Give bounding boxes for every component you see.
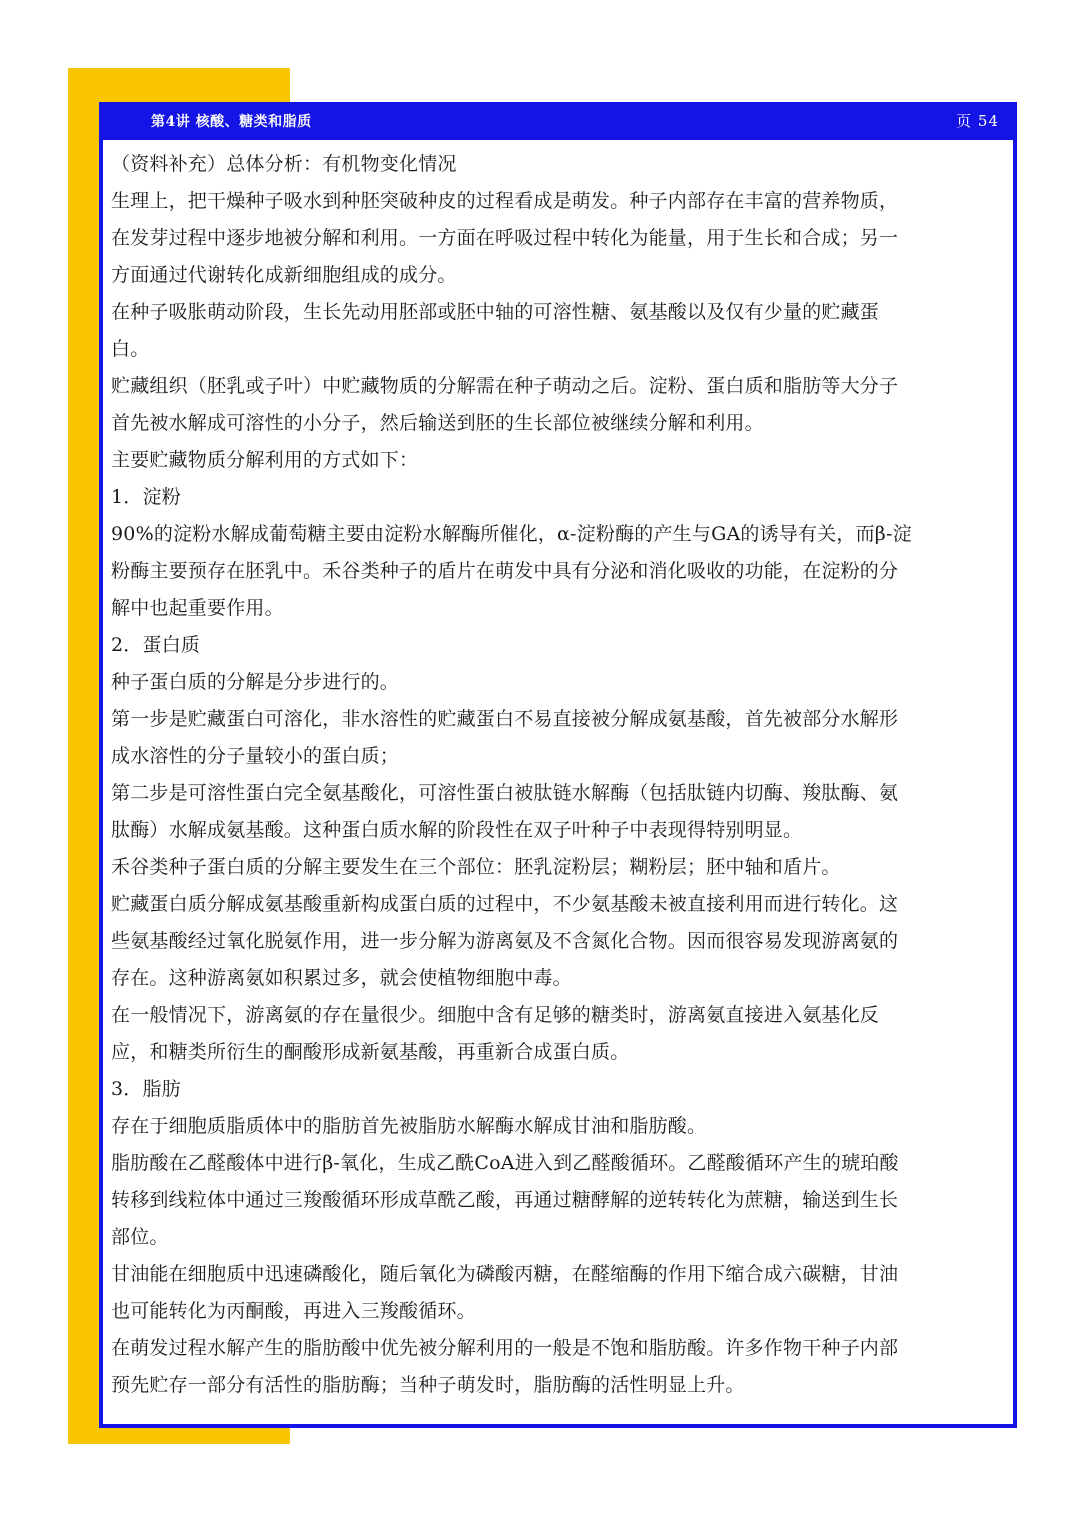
text-line: 甘油能在细胞质中迅速磷酸化，随后氧化为磷酸丙糖，在醛缩酶的作用下缩合成六碳糖，甘油 [111, 1263, 899, 1285]
text-line: 解中也起重要作用。 [111, 597, 284, 619]
page-frame [99, 102, 1017, 1428]
text-line: 贮藏组织（胚乳或子叶）中贮藏物质的分解需在种子萌动之后。淀粉、蛋白质和脂肪等大分子 [111, 375, 899, 397]
text-line: 应，和糖类所衍生的酮酸形成新氨基酸，再重新合成蛋白质。 [111, 1041, 630, 1063]
text-line: 在种子吸胀萌动阶段，生长先动用胚部或胚中轴的可溶性糖、氨基酸以及仅有少量的贮藏蛋 [111, 301, 880, 323]
text-line: 白。 [111, 338, 150, 360]
page-content [103, 140, 1013, 1424]
page-number: 页 54 [956, 112, 999, 130]
text-line: 部位。 [111, 1226, 169, 1248]
text-line: 在萌发过程水解产生的脂肪酸中优先被分解利用的一般是不饱和脂肪酸。许多作物干种子内部 [111, 1337, 899, 1359]
text-line: 生理上，把干燥种子吸水到种胚突破种皮的过程看成是萌发。种子内部存在丰富的营养物质， [111, 190, 899, 212]
text-line: 90%的淀粉水解成葡萄糖主要由淀粉水解酶所催化，α-淀粉酶的产生与GA的诱导有关，而β-淀 [111, 523, 912, 545]
text-line: 主要贮藏物质分解利用的方式如下： [111, 449, 419, 471]
section-heading: 3．脂肪 [111, 1078, 181, 1100]
text-line: 在发芽过程中逐步地被分解和利用。一方面在呼吸过程中转化为能量，用于生长和合成；另一 [111, 227, 899, 249]
page-header [99, 102, 1017, 138]
text-line: 第一步是贮藏蛋白可溶化，非水溶性的贮藏蛋白不易直接被分解成氨基酸，首先被部分水解形 [111, 708, 899, 730]
text-line: 成水溶性的分子量较小的蛋白质； [111, 745, 400, 767]
text-line: 存在。这种游离氨如积累过多，就会使植物细胞中毒。 [111, 967, 572, 989]
chapter-title: 第4讲 核酸、糖类和脂质 [151, 114, 312, 130]
text-line: 也可能转化为丙酮酸，再进入三羧酸循环。 [111, 1300, 476, 1322]
text-line: 预先贮存一部分有活性的脂肪酶；当种子萌发时，脂肪酶的活性明显上升。 [111, 1374, 745, 1396]
text-line: 贮藏蛋白质分解成氨基酸重新构成蛋白质的过程中，不少氨基酸未被直接利用而进行转化。这 [111, 893, 899, 915]
text-line: 种子蛋白质的分解是分步进行的。 [111, 671, 400, 693]
text-line: 首先被水解成可溶性的小分子，然后输送到胚的生长部位被继续分解和利用。 [111, 412, 764, 434]
text-line: 方面通过代谢转化成新细胞组成的成分。 [111, 264, 457, 286]
text-line: 肽酶）水解成氨基酸。这种蛋白质水解的阶段性在双子叶种子中表现得特别明显。 [111, 819, 803, 841]
section-heading: 1．淀粉 [111, 486, 181, 508]
text-line: 粉酶主要预存在胚乳中。禾谷类种子的盾片在萌发中具有分泌和消化吸收的功能，在淀粉的分 [111, 560, 899, 582]
text-line: 些氨基酸经过氧化脱氨作用，进一步分解为游离氨及不含氮化合物。因而很容易发现游离氨的 [111, 930, 899, 952]
section-heading: 2．蛋白质 [111, 634, 201, 656]
text-line: 脂肪酸在乙醛酸体中进行β-氧化，生成乙酰CoA进入到乙醛酸循环。乙醛酸循环产生的琥珀酸 [111, 1152, 899, 1174]
text-line: 存在于细胞质脂质体中的脂肪首先被脂肪水解酶水解成甘油和脂肪酸。 [111, 1115, 707, 1137]
text-line: （资料补充）总体分析：有机物变化情况 [111, 153, 457, 175]
text-line: 第二步是可溶性蛋白完全氨基酸化，可溶性蛋白被肽链水解酶（包括肽链内切酶、羧肽酶、氨 [111, 782, 899, 804]
text-line: 转移到线粒体中通过三羧酸循环形成草酰乙酸，再通过糖酵解的逆转转化为蔗糖，输送到生长 [111, 1189, 899, 1211]
text-line: 禾谷类种子蛋白质的分解主要发生在三个部位：胚乳淀粉层；糊粉层；胚中轴和盾片。 [111, 856, 841, 878]
text-line: 在一般情况下，游离氨的存在量很少。细胞中含有足够的糖类时，游离氨直接进入氨基化反 [111, 1004, 880, 1026]
